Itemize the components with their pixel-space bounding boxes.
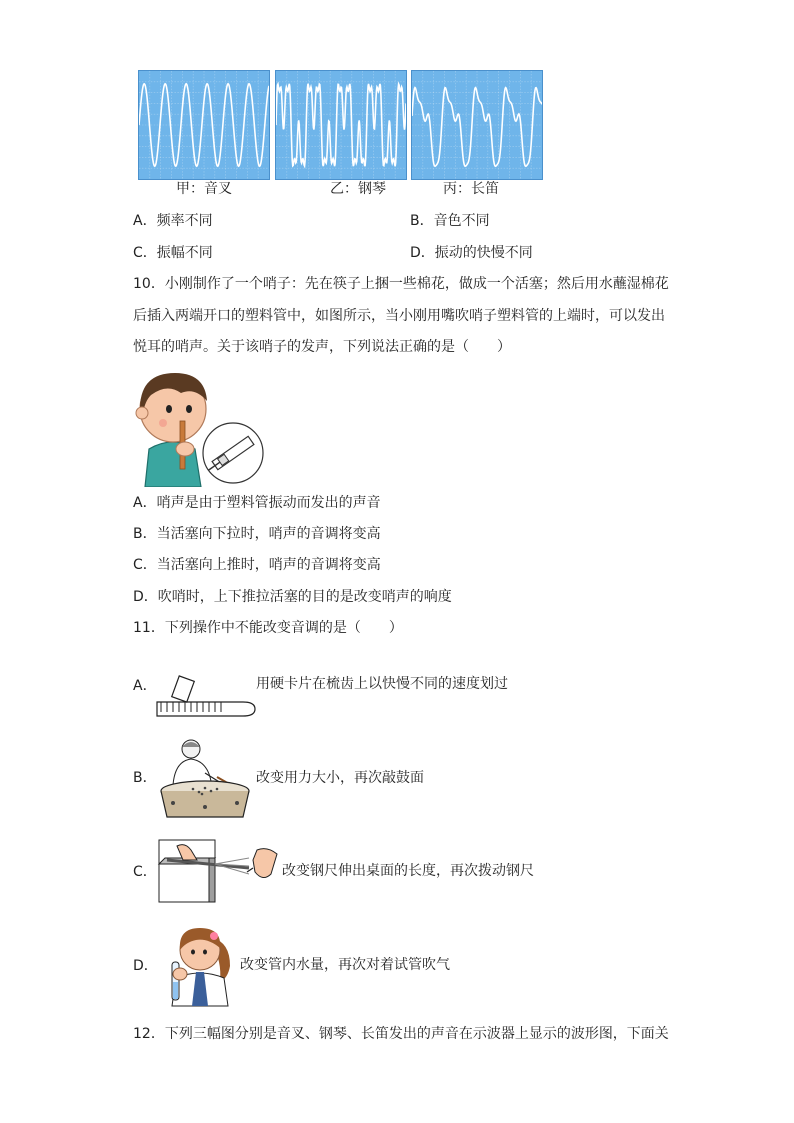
q10-stem-line-3: 悦耳的哨声。关于该哨子的发声，下列说法正确的是（ ） [133, 339, 511, 355]
option-letter: B． [410, 213, 434, 229]
option-letter: A． [133, 213, 157, 229]
option-letter: D． [410, 245, 435, 261]
waveform-caption-piano: 乙：钢琴 [330, 181, 386, 197]
q10-option-b[interactable]: B．当活塞向下拉时，哨声的音调将变高 [133, 526, 381, 542]
waveform-tuning-fork [138, 70, 270, 180]
q10-option-d[interactable]: D．吹哨时，上下推拉活塞的目的是改变哨声的响度 [133, 589, 452, 605]
option-text: 频率不同 [156, 213, 213, 229]
waveform-caption-flute: 丙：长笛 [443, 181, 499, 197]
girl-test-tube-illustration [160, 916, 240, 1008]
q12-stem: 12．下列三幅图分别是音叉、钢琴、长笛发出的声音在示波器上显示的波形图，下面关 [133, 1026, 669, 1042]
q11-option-b-text: 改变用力大小，再次敲鼓面 [256, 770, 424, 786]
waveform-flute [411, 70, 543, 180]
q10-stem-line-2: 后插入两端开口的塑料管中，如图所示，当小刚用嘴吹哨子塑料管的上端时，可以发出 [133, 308, 665, 324]
drum-player-illustration [155, 737, 255, 819]
q11-option-c-text: 改变钢尺伸出桌面的长度，再次拨动钢尺 [282, 863, 534, 879]
boy-whistle-illustration [133, 365, 268, 487]
q9-option-a[interactable] [133, 211, 213, 231]
q11-option-b-letter[interactable]: B． [133, 770, 157, 786]
q11-option-c-letter[interactable]: C． [133, 864, 157, 880]
waveform-caption-tuning-fork: 甲：音叉 [176, 181, 232, 197]
q9-option-c[interactable] [133, 243, 213, 263]
q11-option-d-letter[interactable]: D． [133, 958, 158, 974]
q10-option-c[interactable]: C．当活塞向上推时，哨声的音调将变高 [133, 557, 381, 573]
q11-option-d-text: 改变管内水量，再次对着试管吹气 [240, 957, 450, 973]
option-letter: C． [133, 245, 157, 261]
waveform-piano [275, 70, 407, 180]
option-text: 振幅不同 [156, 245, 213, 261]
q11-option-a-text: 用硬卡片在梳齿上以快慢不同的速度划过 [256, 676, 508, 692]
option-text: 音色不同 [433, 213, 490, 229]
q10-option-a[interactable]: A．哨声是由于塑料管振动而发出的声音 [133, 495, 381, 511]
option-text: 振动的快慢不同 [434, 245, 533, 261]
ruler-desk-illustration [157, 838, 285, 904]
q9-option-b[interactable] [410, 211, 490, 231]
q10-stem-line-1: 10．小刚制作了一个哨子：先在筷子上捆一些棉花，做成一个活塞；然后用水蘸湿棉花 [133, 276, 669, 292]
q11-option-a-letter[interactable]: A． [133, 678, 157, 694]
q9-option-d[interactable] [410, 243, 533, 263]
q11-stem: 11．下列操作中不能改变音调的是（ ） [133, 620, 403, 636]
comb-card-illustration [155, 672, 257, 718]
